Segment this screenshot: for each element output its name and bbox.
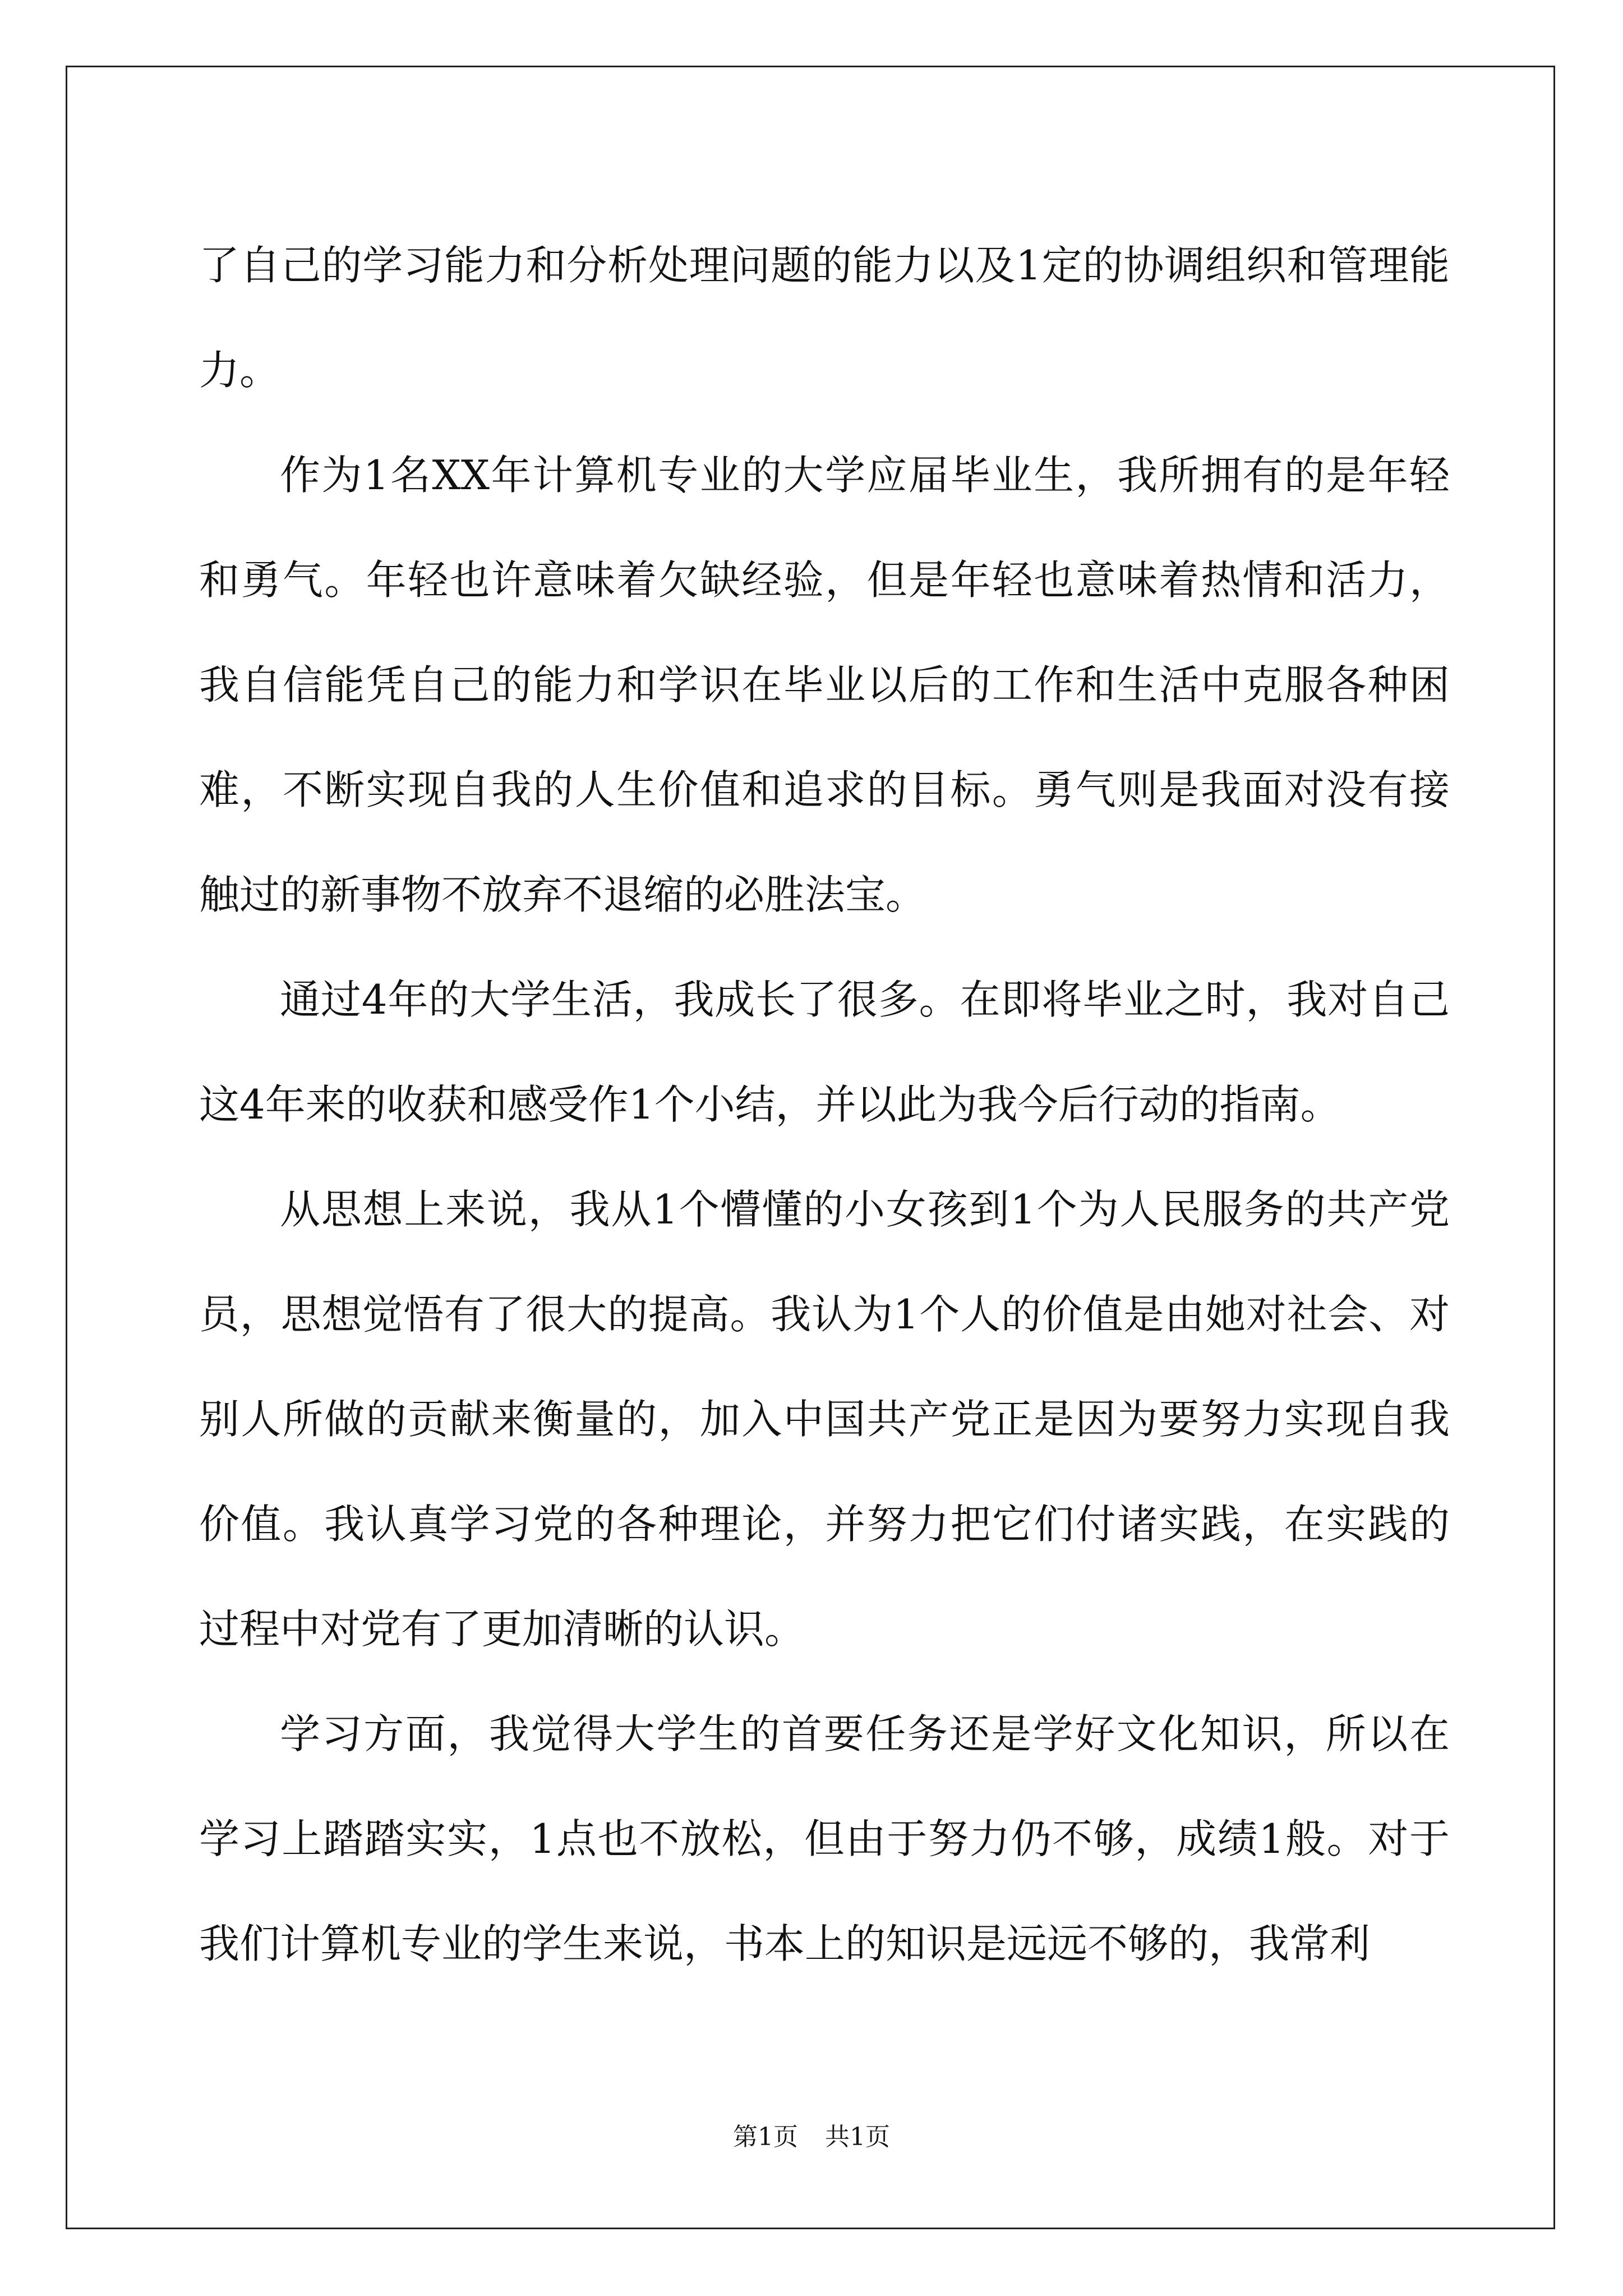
page-total: 共1页 xyxy=(825,2123,890,2151)
document-body xyxy=(199,213,1450,1996)
paragraph: 了自己的学习能力和分析处理问题的能力以及1定的协调组织和管理能力。 xyxy=(199,242,1450,394)
page-footer xyxy=(0,2120,1623,2154)
paragraph: 学习方面，我觉得大学生的首要任务还是学好文化知识，所以在学习上踏踏实实，1点也不放松，但由于努力仍不够，成绩1般。对于我们计算机专业的学生来说，书本上的知识是远远不够的，我常利 xyxy=(199,1710,1450,1967)
paragraph: 从思想上来说，我从1个懵懂的小女孩到1个为人民服务的共产党员，思想觉悟有了很大的提高。我认为1个人的价值是由她对社会、对别人所做的贡献来衡量的，加入中国共产党正是因为要努力实现自我价值。我认真学习党的各种理论，并努力把它们付诸实践，在实践的过程中对党有了更加清晰的认识。 xyxy=(199,1186,1450,1653)
paragraph: 通过4年的大学生活，我成长了很多。在即将毕业之时，我对自己这4年来的收获和感受作1个小结，并以此为我今后行动的指南。 xyxy=(199,976,1450,1128)
paragraph: 作为1名XX年计算机专业的大学应届毕业生，我所拥有的是年轻和勇气。年轻也许意味着欠缺经验，但是年轻也意味着热情和活力，我自信能凭自己的能力和学识在毕业以后的工作和生活中克服各种困难，不断实现自我的人生价值和追求的目标。勇气则是我面对没有接触过的新事物不放弃不退缩的必胜法宝。 xyxy=(199,452,1450,918)
page-number: 第1页 xyxy=(733,2123,798,2151)
